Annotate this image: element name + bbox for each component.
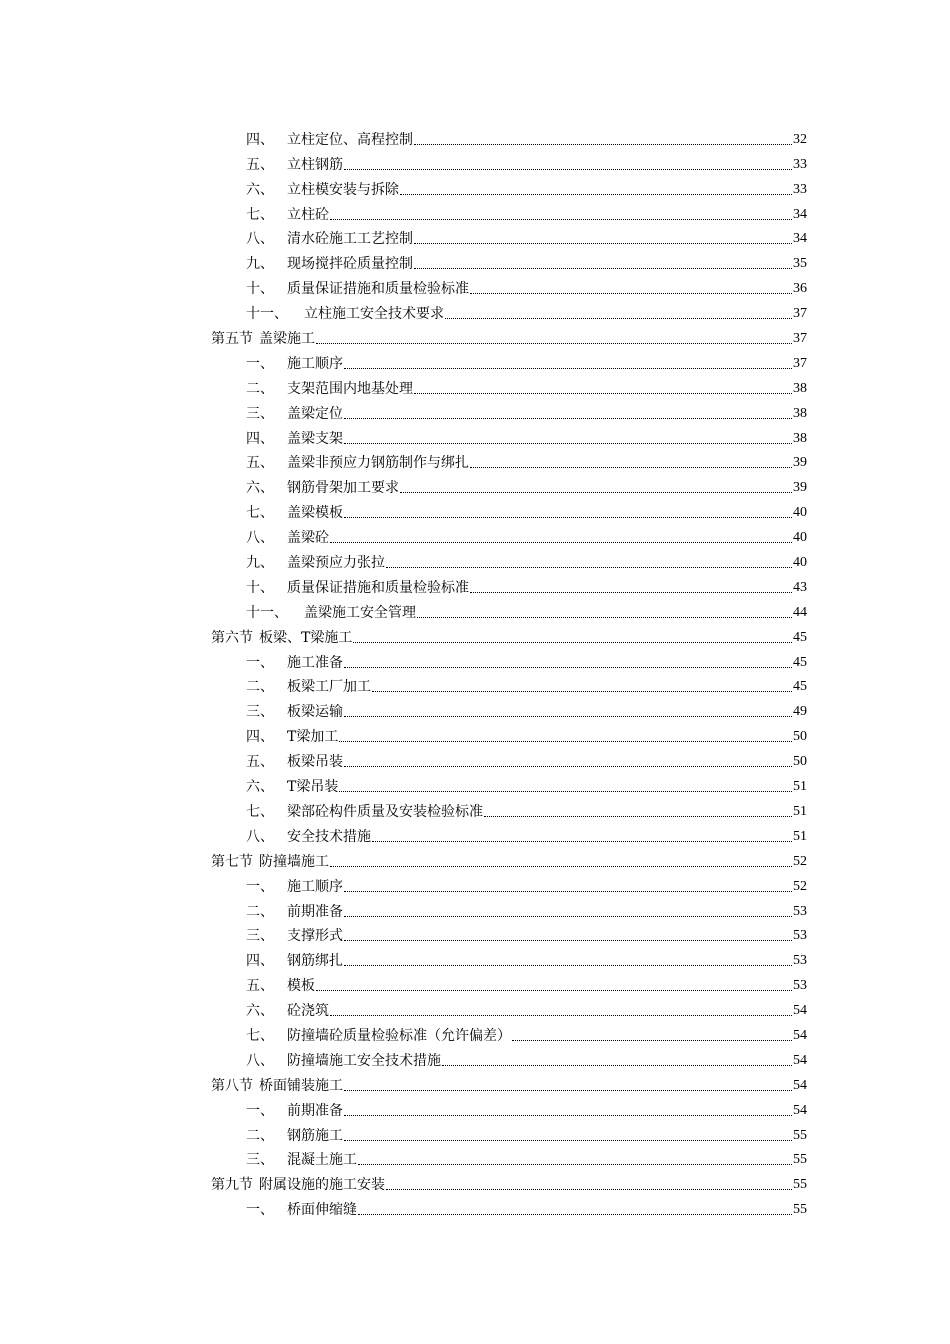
toc-entry-title: 现场搅拌砼质量控制 bbox=[287, 256, 413, 273]
toc-dot-leader bbox=[414, 243, 792, 244]
toc-page-number: 45 bbox=[793, 654, 807, 670]
toc-entry-number: 四、 bbox=[246, 430, 274, 447]
toc-entry-number: 二、 bbox=[246, 903, 274, 920]
toc-entry-title: T梁加工 bbox=[287, 729, 339, 746]
toc-entry-number: 一、 bbox=[246, 355, 274, 372]
toc-page-number: 37 bbox=[793, 355, 807, 371]
toc-entry-number: 四、 bbox=[246, 729, 274, 746]
toc-page-number: 55 bbox=[793, 1127, 807, 1143]
toc-dot-leader bbox=[344, 916, 792, 917]
toc-entry-title: 质量保证措施和质量检验标准 bbox=[287, 579, 469, 596]
toc-entry-title: 板梁吊装 bbox=[287, 754, 343, 771]
toc-subsection-entry[interactable] bbox=[211, 995, 807, 1020]
toc-subsection-entry[interactable] bbox=[211, 522, 807, 547]
toc-entry-title: 盖梁砼 bbox=[287, 530, 329, 547]
toc-dot-leader bbox=[344, 891, 792, 892]
toc-entry-title: 立柱模安装与拆除 bbox=[287, 181, 399, 198]
toc-dot-leader bbox=[316, 990, 792, 991]
toc-subsection-entry[interactable] bbox=[211, 597, 807, 622]
toc-page-number: 38 bbox=[793, 430, 807, 446]
toc-page-number: 51 bbox=[793, 803, 807, 819]
toc-section-entry[interactable] bbox=[211, 1070, 807, 1095]
toc-page-number: 37 bbox=[793, 306, 807, 322]
toc-page-number: 55 bbox=[793, 1177, 807, 1193]
toc-entry-title: 钢筋施工 bbox=[287, 1127, 343, 1144]
toc-entry-title: 盖梁施工安全管理 bbox=[304, 604, 416, 621]
toc-entry-number: 第七节 bbox=[211, 853, 253, 870]
toc-entry-number: 十一、 bbox=[246, 306, 288, 323]
toc-entry-number: 六、 bbox=[246, 181, 274, 198]
toc-page-number: 43 bbox=[793, 579, 807, 595]
toc-dot-leader bbox=[417, 617, 792, 618]
toc-entry-number: 八、 bbox=[246, 828, 274, 845]
toc-entry-title: 防撞墙砼质量检验标准（允许偏差） bbox=[287, 1027, 511, 1044]
toc-page-number: 51 bbox=[793, 828, 807, 844]
toc-dot-leader bbox=[484, 816, 792, 817]
toc-entry-number: 十、 bbox=[246, 281, 274, 298]
toc-dot-leader bbox=[330, 542, 792, 543]
toc-subsection-entry[interactable] bbox=[211, 871, 807, 896]
toc-dot-leader bbox=[344, 368, 792, 369]
toc-dot-leader bbox=[512, 1040, 792, 1041]
toc-dot-leader bbox=[414, 144, 792, 145]
toc-entry-number: 一、 bbox=[246, 878, 274, 895]
toc-entry-title: 立柱定位、高程控制 bbox=[287, 131, 413, 148]
toc-entry-number: 十一、 bbox=[246, 604, 288, 621]
toc-dot-leader bbox=[316, 343, 792, 344]
toc-page-number: 53 bbox=[793, 903, 807, 919]
toc-entry-title: 清水砼施工工艺控制 bbox=[287, 231, 413, 248]
toc-entry-number: 一、 bbox=[246, 654, 274, 671]
toc-page-number: 50 bbox=[793, 729, 807, 745]
toc-subsection-entry[interactable] bbox=[211, 672, 807, 697]
toc-subsection-entry[interactable] bbox=[211, 174, 807, 199]
toc-entry-number: 第六节 bbox=[211, 629, 253, 646]
toc-dot-leader bbox=[330, 219, 792, 220]
toc-subsection-entry[interactable] bbox=[211, 1095, 807, 1120]
toc-subsection-entry[interactable] bbox=[211, 896, 807, 921]
toc-subsection-entry[interactable] bbox=[211, 348, 807, 373]
toc-dot-leader bbox=[339, 741, 792, 742]
toc-entry-title: 立柱钢筋 bbox=[287, 156, 343, 173]
toc-page-number: 50 bbox=[793, 754, 807, 770]
toc-dot-leader bbox=[344, 1090, 792, 1091]
toc-page-number: 38 bbox=[793, 405, 807, 421]
toc-subsection-entry[interactable] bbox=[211, 472, 807, 497]
toc-page-number: 54 bbox=[793, 1052, 807, 1068]
toc-entry-number: 六、 bbox=[246, 1003, 274, 1020]
toc-subsection-entry[interactable] bbox=[211, 273, 807, 298]
toc-entry-title: 施工准备 bbox=[287, 654, 343, 671]
toc-entry-number: 五、 bbox=[246, 978, 274, 995]
toc-page-number: 35 bbox=[793, 256, 807, 272]
toc-subsection-entry[interactable] bbox=[211, 398, 807, 423]
toc-subsection-entry[interactable] bbox=[211, 572, 807, 597]
toc-subsection-entry[interactable] bbox=[211, 199, 807, 224]
toc-page-number: 40 bbox=[793, 505, 807, 521]
toc-entry-title: 梁部砼构件质量及安装检验标准 bbox=[287, 803, 483, 820]
toc-entry-title: 板梁、T梁施工 bbox=[259, 629, 353, 646]
toc-dot-leader bbox=[470, 467, 792, 468]
toc-entry-number: 七、 bbox=[246, 1027, 274, 1044]
toc-entry-number: 二、 bbox=[246, 679, 274, 696]
toc-page-number: 45 bbox=[793, 679, 807, 695]
toc-entry-number: 八、 bbox=[246, 231, 274, 248]
toc-entry-title: 桥面伸缩缝 bbox=[287, 1202, 357, 1219]
toc-dot-leader bbox=[400, 492, 792, 493]
toc-subsection-entry[interactable] bbox=[211, 149, 807, 174]
toc-page-number: 54 bbox=[793, 1003, 807, 1019]
toc-entry-title: 钢筋骨架加工要求 bbox=[287, 480, 399, 497]
toc-entry-number: 第九节 bbox=[211, 1177, 253, 1194]
toc-entry-number: 五、 bbox=[246, 754, 274, 771]
toc-dot-leader bbox=[358, 1214, 792, 1215]
toc-subsection-entry[interactable] bbox=[211, 970, 807, 995]
toc-dot-leader bbox=[344, 667, 792, 668]
toc-dot-leader bbox=[344, 517, 792, 518]
toc-subsection-entry[interactable] bbox=[211, 248, 807, 273]
toc-section-entry[interactable] bbox=[211, 622, 807, 647]
toc-dot-leader bbox=[445, 318, 792, 319]
toc-entry-title: 桥面铺装施工 bbox=[259, 1077, 343, 1094]
toc-dot-leader bbox=[400, 194, 792, 195]
toc-entry-number: 五、 bbox=[246, 455, 274, 472]
toc-entry-number: 八、 bbox=[246, 530, 274, 547]
toc-entry-title: 板梁工厂加工 bbox=[287, 679, 371, 696]
toc-section-entry[interactable] bbox=[211, 323, 807, 348]
toc-entry-title: 砼浇筑 bbox=[287, 1003, 329, 1020]
toc-entry-number: 第八节 bbox=[211, 1077, 253, 1094]
toc-entry-number: 六、 bbox=[246, 779, 274, 796]
toc-entry-title: 盖梁支架 bbox=[287, 430, 343, 447]
toc-dot-leader bbox=[344, 965, 792, 966]
toc-entry-title: 支架范围内地基处理 bbox=[287, 380, 413, 397]
toc-entry-number: 三、 bbox=[246, 928, 274, 945]
toc-entry-number: 四、 bbox=[246, 953, 274, 970]
toc-entry-title: 盖梁定位 bbox=[287, 405, 343, 422]
toc-page-number: 53 bbox=[793, 953, 807, 969]
toc-page-number: 39 bbox=[793, 480, 807, 496]
toc-entry-number: 二、 bbox=[246, 1127, 274, 1144]
toc-subsection-entry[interactable] bbox=[211, 647, 807, 672]
toc-entry-number: 第五节 bbox=[211, 331, 253, 348]
toc-page-number: 40 bbox=[793, 555, 807, 571]
toc-dot-leader bbox=[344, 1140, 792, 1141]
toc-page-number: 49 bbox=[793, 704, 807, 720]
toc-dot-leader bbox=[344, 716, 792, 717]
toc-subsection-entry[interactable] bbox=[211, 373, 807, 398]
toc-dot-leader bbox=[344, 1115, 792, 1116]
toc-subsection-entry[interactable] bbox=[211, 1045, 807, 1070]
toc-entry-title: 盖梁非预应力钢筋制作与绑扎 bbox=[287, 455, 469, 472]
toc-entry-number: 四、 bbox=[246, 131, 274, 148]
toc-entry-title: 附属设施的施工安装 bbox=[259, 1177, 385, 1194]
toc-dot-leader bbox=[344, 169, 792, 170]
toc-page-number: 54 bbox=[793, 1102, 807, 1118]
toc-entry-number: 十、 bbox=[246, 579, 274, 596]
toc-subsection-entry[interactable] bbox=[211, 945, 807, 970]
toc-dot-leader bbox=[372, 691, 792, 692]
toc-dot-leader bbox=[386, 1189, 792, 1190]
toc-subsection-entry[interactable] bbox=[211, 921, 807, 946]
toc-page-number: 45 bbox=[793, 629, 807, 645]
toc-page-number: 32 bbox=[793, 131, 807, 147]
toc-entry-title: 防撞墙施工安全技术措施 bbox=[287, 1052, 441, 1069]
toc-entry-number: 九、 bbox=[246, 555, 274, 572]
toc-dot-leader bbox=[386, 567, 792, 568]
toc-subsection-entry[interactable] bbox=[211, 796, 807, 821]
toc-entry-title: 质量保证措施和质量检验标准 bbox=[287, 281, 469, 298]
toc-entry-number: 六、 bbox=[246, 480, 274, 497]
toc-section-entry[interactable] bbox=[211, 1169, 807, 1194]
toc-page-number: 44 bbox=[793, 604, 807, 620]
toc-entry-title: 盖梁模板 bbox=[287, 505, 343, 522]
toc-subsection-entry[interactable] bbox=[211, 746, 807, 771]
toc-entry-title: 立柱施工安全技术要求 bbox=[304, 306, 444, 323]
toc-subsection-entry[interactable] bbox=[211, 1194, 807, 1219]
toc-page-number: 40 bbox=[793, 530, 807, 546]
toc-page-number: 36 bbox=[793, 281, 807, 297]
toc-page-number: 54 bbox=[793, 1077, 807, 1093]
toc-dot-leader bbox=[353, 642, 792, 643]
toc-subsection-entry[interactable] bbox=[211, 423, 807, 448]
toc-subsection-entry[interactable] bbox=[211, 721, 807, 746]
toc-entry-title: 立柱砼 bbox=[287, 206, 329, 223]
toc-entry-title: T梁吊装 bbox=[287, 779, 339, 796]
toc-subsection-entry[interactable] bbox=[211, 224, 807, 249]
toc-entry-title: 支撑形式 bbox=[287, 928, 343, 945]
toc-subsection-entry[interactable] bbox=[211, 124, 807, 149]
toc-entry-title: 混凝土施工 bbox=[287, 1152, 357, 1169]
toc-entry-title: 前期准备 bbox=[287, 1102, 343, 1119]
toc-section-entry[interactable] bbox=[211, 846, 807, 871]
toc-entry-number: 七、 bbox=[246, 206, 274, 223]
toc-page-number: 33 bbox=[793, 181, 807, 197]
toc-entry-title: 施工顺序 bbox=[287, 878, 343, 895]
toc-page-number: 53 bbox=[793, 928, 807, 944]
toc-page-number: 33 bbox=[793, 156, 807, 172]
toc-subsection-entry[interactable] bbox=[211, 298, 807, 323]
toc-entry-number: 一、 bbox=[246, 1202, 274, 1219]
toc-page-number: 54 bbox=[793, 1027, 807, 1043]
toc-entry-number: 三、 bbox=[246, 1152, 274, 1169]
toc-subsection-entry[interactable] bbox=[211, 696, 807, 721]
toc-entry-number: 七、 bbox=[246, 803, 274, 820]
toc-entry-number: 七、 bbox=[246, 505, 274, 522]
toc-entry-number: 三、 bbox=[246, 405, 274, 422]
toc-page-number: 39 bbox=[793, 455, 807, 471]
toc-dot-leader bbox=[414, 268, 792, 269]
toc-subsection-entry[interactable] bbox=[211, 771, 807, 796]
toc-entry-number: 五、 bbox=[246, 156, 274, 173]
toc-subsection-entry[interactable] bbox=[211, 821, 807, 846]
toc-subsection-entry[interactable] bbox=[211, 1145, 807, 1170]
toc-entry-number: 八、 bbox=[246, 1052, 274, 1069]
toc-page-number: 34 bbox=[793, 231, 807, 247]
toc-subsection-entry[interactable] bbox=[211, 547, 807, 572]
toc-entry-number: 二、 bbox=[246, 380, 274, 397]
toc-dot-leader bbox=[330, 1015, 792, 1016]
toc-subsection-entry[interactable] bbox=[211, 1020, 807, 1045]
toc-page-number: 38 bbox=[793, 380, 807, 396]
toc-dot-leader bbox=[372, 841, 792, 842]
toc-dot-leader bbox=[442, 1065, 792, 1066]
toc-page-number: 34 bbox=[793, 206, 807, 222]
toc-entry-title: 盖梁施工 bbox=[259, 331, 315, 348]
toc-dot-leader bbox=[414, 393, 792, 394]
toc-page-number: 55 bbox=[793, 1202, 807, 1218]
toc-subsection-entry[interactable] bbox=[211, 448, 807, 473]
toc-dot-leader bbox=[344, 418, 792, 419]
toc-entry-number: 九、 bbox=[246, 256, 274, 273]
toc-dot-leader bbox=[339, 791, 792, 792]
toc-entry-title: 前期准备 bbox=[287, 903, 343, 920]
toc-subsection-entry[interactable] bbox=[211, 497, 807, 522]
toc-page-number: 51 bbox=[793, 779, 807, 795]
toc-entry-number: 一、 bbox=[246, 1102, 274, 1119]
toc-entry-title: 板梁运输 bbox=[287, 704, 343, 721]
toc-dot-leader bbox=[358, 1164, 792, 1165]
toc-dot-leader bbox=[330, 866, 792, 867]
toc-entry-title: 钢筋绑扎 bbox=[287, 953, 343, 970]
toc-entry-title: 防撞墙施工 bbox=[259, 853, 329, 870]
toc-entry-title: 施工顺序 bbox=[287, 355, 343, 372]
toc-entry-title: 盖梁预应力张拉 bbox=[287, 555, 385, 572]
toc-dot-leader bbox=[470, 293, 792, 294]
toc-page-number: 55 bbox=[793, 1152, 807, 1168]
toc-entry-title: 安全技术措施 bbox=[287, 828, 371, 845]
table-of-contents bbox=[211, 124, 807, 1219]
toc-dot-leader bbox=[344, 443, 792, 444]
toc-dot-leader bbox=[344, 766, 792, 767]
toc-entry-number: 三、 bbox=[246, 704, 274, 721]
toc-page-number: 37 bbox=[793, 331, 807, 347]
toc-subsection-entry[interactable] bbox=[211, 1120, 807, 1145]
toc-page-number: 53 bbox=[793, 978, 807, 994]
toc-dot-leader bbox=[344, 940, 792, 941]
toc-entry-title: 模板 bbox=[287, 978, 315, 995]
toc-dot-leader bbox=[470, 592, 792, 593]
toc-page-number: 52 bbox=[793, 878, 807, 894]
toc-page-number: 52 bbox=[793, 853, 807, 869]
